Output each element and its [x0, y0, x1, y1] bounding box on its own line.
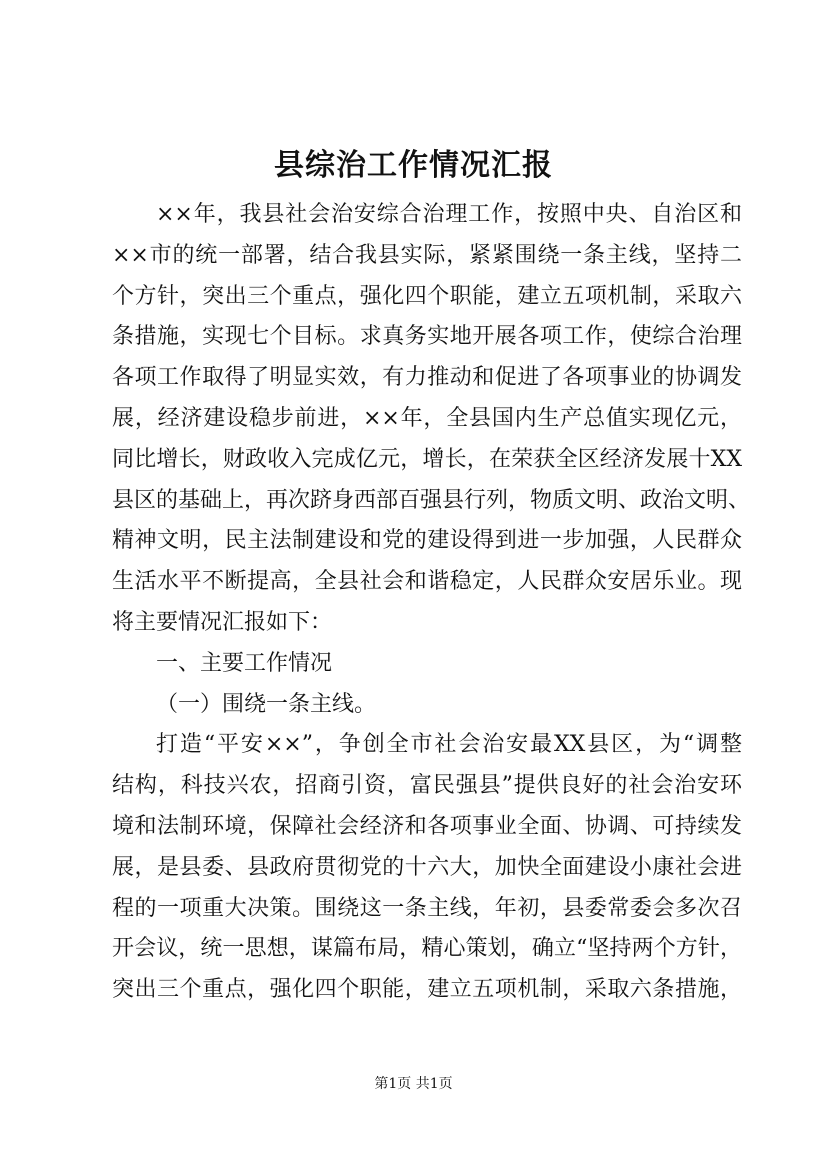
paragraph-line: 精神文明，民主法制建设和党的建设得到进一步加强，人民群众 — [112, 528, 742, 554]
paragraph-line: 开会议，统一思想，谋篇布局，精心策划，确立“坚持两个方针， — [112, 936, 742, 962]
subsection-heading: （一）围绕一条主线。 — [156, 691, 377, 717]
document-body — [112, 195, 751, 1011]
page-number-footer: 第1页 共1页 — [374, 1076, 453, 1092]
paragraph-line: 结构，科技兴农，招商引资，富民强县”提供良好的社会治安环 — [112, 773, 742, 799]
paragraph-line: 县区的基础上，再次跻身西部百强县行列，物质文明、政治文明、 — [112, 487, 751, 513]
section-heading: 一、主要工作情况 — [156, 650, 333, 676]
document-title: 县综治工作情况汇报 — [274, 148, 553, 183]
paragraph-line: 程的一项重大决策。围绕这一条主线，年初，县委常委会多次召 — [112, 895, 742, 921]
paragraph-line: 展，经济建设稳步前进，××年，全县国内生产总值实现亿元， — [112, 405, 742, 431]
paragraph-line: ××年，我县社会治安综合治理工作，按照中央、自治区和 — [156, 202, 742, 227]
paragraph-line: 境和法制环境，保障社会经济和各项事业全面、协调、可持续发 — [112, 813, 742, 839]
paragraph-line: 将主要情况汇报如下： — [112, 609, 333, 635]
paragraph-line: 打造“平安××”，争创全市社会治安最XX县区，为“调整 — [156, 732, 742, 758]
paragraph-line: 展，是县委、县政府贯彻党的十六大，加快全面建设小康社会进 — [112, 854, 742, 880]
paragraph-line: ××市的统一部署，结合我县实际，紧紧围绕一条主线，坚持二 — [112, 242, 742, 268]
paragraph-line: 突出三个重点，强化四个职能，建立五项机制，采取六条措施， — [112, 977, 742, 1003]
paragraph-line: 个方针，突出三个重点，强化四个职能，建立五项机制，采取六 — [112, 283, 742, 309]
paragraph-line: 生活水平不断提高，全县社会和谐稳定，人民群众安居乐业。现 — [112, 569, 742, 595]
paragraph-line: 条措施，实现七个目标。求真务实地开展各项工作，使综合治理 — [112, 324, 742, 350]
paragraph-line: 各项工作取得了明显实效，有力推动和促进了各项事业的协调发 — [112, 365, 742, 391]
paragraph-line: 同比增长，财政收入完成亿元，增长，在荣获全区经济发展十XX — [112, 446, 742, 472]
